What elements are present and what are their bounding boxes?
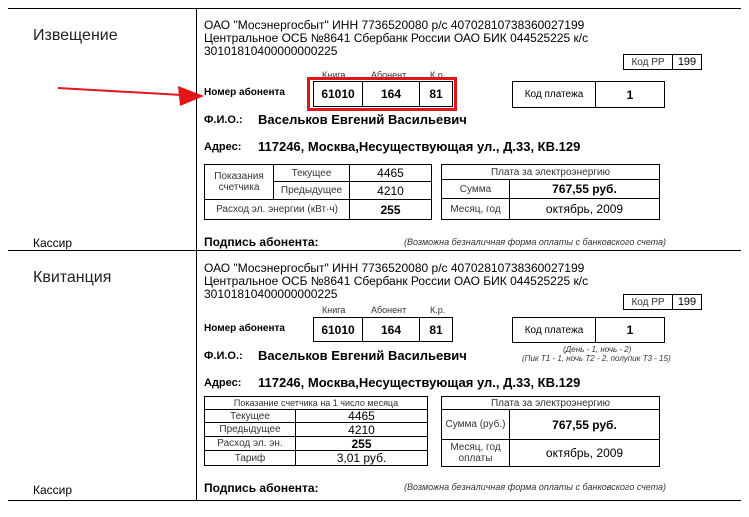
bank-line-2: Центральное ОСБ №8641 Сбербанк России ОАО БИК 044525225 к/с bbox=[204, 31, 589, 45]
abon-header-kniga: Книга bbox=[322, 70, 346, 80]
payment-note: (Возможна безналичная форма оплаты с банковского счета) bbox=[404, 482, 667, 492]
abon-kniga-value: 61010 bbox=[313, 317, 363, 342]
pay-summa-label: Сумма (руб.) bbox=[441, 409, 510, 440]
top-border bbox=[8, 8, 741, 9]
abon-abonent-value: 164 bbox=[362, 317, 420, 342]
pay-summa-label: Сумма bbox=[441, 179, 510, 199]
payment-note: (Возможна безналичная форма оплаты с банковского счета) bbox=[404, 237, 667, 247]
kod-rr-label: Код РР bbox=[623, 294, 673, 310]
abon-kr-value: 81 bbox=[419, 81, 453, 107]
meter-header: Показание счетчика на 1 число месяца bbox=[204, 396, 428, 410]
abon-header-kr: К.р. bbox=[430, 70, 446, 80]
meter-tekushee-value: 4465 bbox=[295, 409, 428, 423]
pay-month-value: октябрь, 2009 bbox=[509, 439, 660, 467]
meter-predyd-value: 4210 bbox=[295, 422, 428, 437]
section-divider bbox=[8, 250, 741, 251]
signature-label: Подпись абонента: bbox=[204, 481, 319, 495]
abon-header-abonent: Абонент bbox=[371, 70, 407, 80]
kod-plat-value: 1 bbox=[595, 317, 665, 343]
signature-label: Подпись абонента: bbox=[204, 235, 319, 249]
abon-abonent-value: 164 bbox=[362, 81, 420, 107]
kod-rr-label: Код РР bbox=[623, 54, 673, 70]
kod-plat-label: Код платежа bbox=[512, 81, 596, 108]
pay-month-label: Месяц, год оплаты bbox=[441, 439, 510, 467]
bottom-border bbox=[8, 500, 741, 501]
meter-tekushee-value: 4465 bbox=[349, 164, 432, 182]
abon-kniga-value: 61010 bbox=[313, 81, 363, 107]
fio-label: Ф.И.О.: bbox=[204, 350, 243, 362]
meter-predyd-value: 4210 bbox=[349, 181, 432, 200]
meter-rashod-value: 255 bbox=[349, 199, 432, 220]
pay-summa-value: 767,55 руб. bbox=[509, 409, 660, 440]
kvitanciya-title: Квитанция bbox=[33, 269, 112, 286]
abon-header-abonent: Абонент bbox=[371, 305, 407, 315]
abon-header-kr: К.р. bbox=[430, 305, 446, 315]
izveshenie-cashier: Кассир bbox=[33, 236, 73, 250]
pay-header: Плата за электроэнергию bbox=[441, 164, 660, 180]
izveshenie-title: Извещение bbox=[33, 27, 118, 44]
tariff-note-1: (День - 1, ночь - 2) bbox=[563, 345, 632, 354]
kod-rr-value: 199 bbox=[672, 294, 702, 310]
fio-label: Ф.И.О.: bbox=[204, 114, 243, 126]
fio-value: Васельков Евгений Васильевич bbox=[258, 348, 467, 363]
kod-plat-label: Код платежа bbox=[512, 317, 596, 343]
abon-label: Номер абонента bbox=[204, 87, 285, 98]
bank-line-2: Центральное ОСБ №8641 Сбербанк России ОАО БИК 044525225 к/с bbox=[204, 274, 589, 288]
meter-tekushee-label: Текущее bbox=[273, 164, 350, 182]
meter-predyd-label: Предыдущее bbox=[273, 181, 350, 200]
bank-line-3: 30101810400000000225 bbox=[204, 44, 338, 58]
meter-rashod-label: Расход эл. энергии (кВт·ч) bbox=[204, 199, 350, 220]
pay-summa-value: 767,55 руб. bbox=[509, 179, 660, 199]
bank-line-1: ОАО "Мосэнергосбыт" ИНН 7736520080 р/с 40702810738360027199 bbox=[204, 18, 585, 32]
address-label: Адрес: bbox=[204, 141, 242, 153]
meter-predyd-label: Предыдущее bbox=[204, 422, 296, 437]
meter-rashod-label: Расход эл. эн. bbox=[204, 436, 296, 451]
fio-value: Васельков Евгений Васильевич bbox=[258, 112, 467, 127]
meter-tekushee-label: Текущее bbox=[204, 409, 296, 423]
pay-month-value: октябрь, 2009 bbox=[509, 198, 660, 220]
address-value: 117246, Москва,Несуществующая ул., Д.33, КВ.129 bbox=[258, 139, 581, 154]
pay-month-label: Месяц, год bbox=[441, 198, 510, 220]
abon-number-highlight bbox=[307, 77, 457, 111]
address-value: 117246, Москва,Несуществующая ул., Д.33, КВ.129 bbox=[258, 375, 581, 390]
meter-pokazaniya-label: Показания счетчика bbox=[204, 164, 274, 200]
bank-line-1: ОАО "Мосэнергосбыт" ИНН 7736520080 р/с 40702810738360027199 bbox=[204, 261, 585, 275]
red-arrow-icon bbox=[54, 78, 214, 108]
meter-tarif-label: Тариф bbox=[204, 450, 296, 466]
kod-rr-value: 199 bbox=[672, 54, 702, 70]
meter-tarif-value: 3,01 руб. bbox=[295, 450, 428, 466]
bank-line-3: 30101810400000000225 bbox=[204, 287, 338, 301]
meter-rashod-value: 255 bbox=[295, 436, 428, 451]
abon-kr-value: 81 bbox=[419, 317, 453, 342]
izveshenie-bank-details bbox=[204, 19, 734, 58]
abon-label: Номер абонента bbox=[204, 323, 285, 334]
kod-plat-value: 1 bbox=[595, 81, 665, 108]
tariff-note-2: (Пик Т1 - 1, ночь Т2 - 2, полупик Т3 - 15) bbox=[522, 354, 671, 363]
address-label: Адрес: bbox=[204, 377, 242, 389]
abon-header-kniga: Книга bbox=[322, 305, 346, 315]
pay-header: Плата за электроэнергию bbox=[441, 396, 660, 410]
kvitanciya-cashier: Кассир bbox=[33, 483, 73, 497]
